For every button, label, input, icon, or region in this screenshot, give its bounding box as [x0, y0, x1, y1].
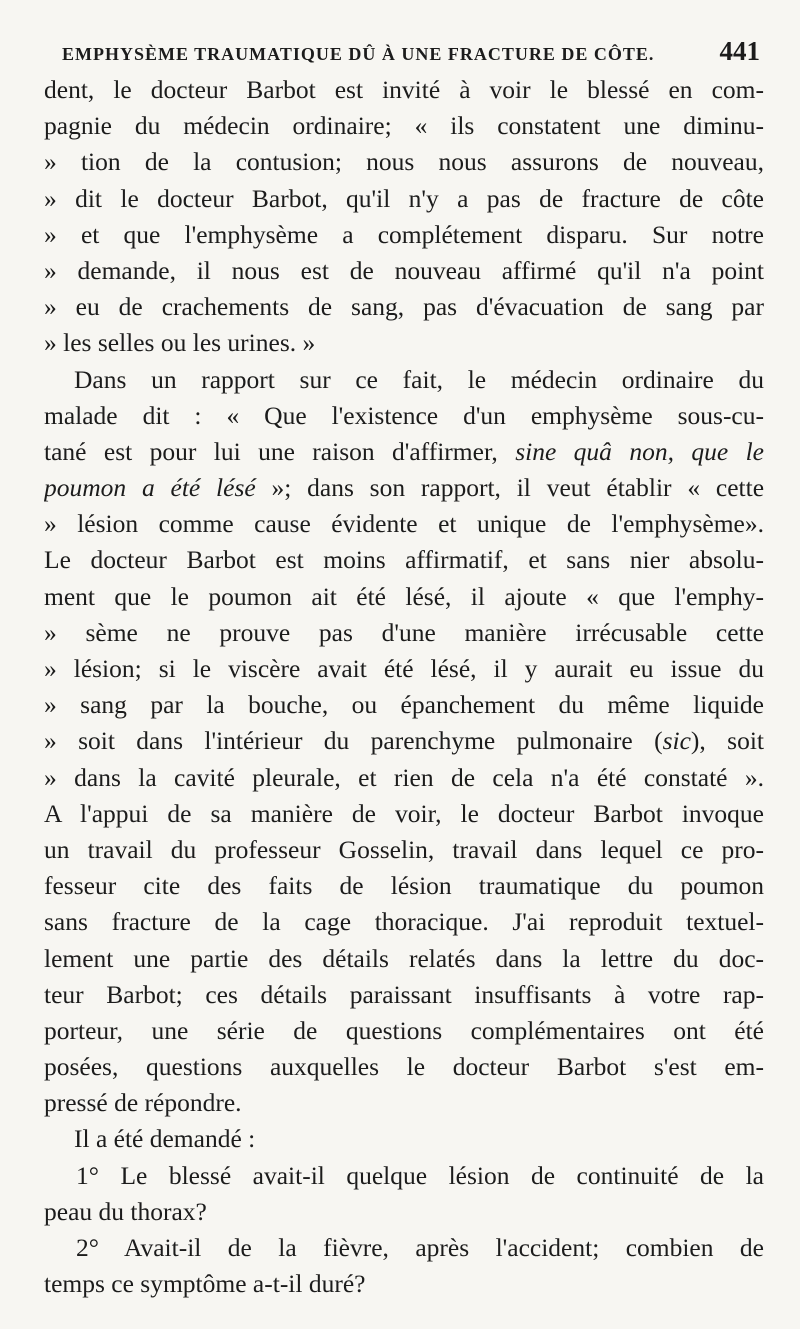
text-line: » lésion comme cause évidente et unique de l'emphysème». [44, 509, 764, 539]
text-line: » et que l'emphysème a complétement disparu. Sur notre [44, 219, 764, 249]
text-segment: ), soit [690, 726, 764, 756]
page-number: 441 [719, 36, 760, 66]
text-line: lement une partie des détails relatés dans la lettre du doc- [44, 943, 764, 973]
text-line: peau du thorax? [44, 1196, 207, 1226]
italic-phrase: sine quâ non, que le [515, 436, 764, 466]
running-title: EMPHYSÈME TRAUMATIQUE DÛ À UNE FRACTURE DE CÔTE. [62, 44, 655, 64]
text-line: pagnie du médecin ordinaire; « ils constatent une diminu- [44, 111, 764, 141]
text-line: teur Barbot; ces détails paraissant insuffisants à votre rap- [44, 979, 764, 1009]
text-line: dent, le docteur Barbot est invité à voir le blessé en com- [44, 75, 764, 104]
text-line-mixed [44, 470, 764, 506]
text-segment: »; dans son rapport, il veut établir « cette [271, 473, 764, 503]
text-line: pressé de répondre. [44, 1088, 242, 1118]
text-line: temps ce symptôme a-t-il duré? [44, 1269, 366, 1299]
question-line: 1° Le blessé avait-il quelque lésion de continuité de la [76, 1160, 764, 1190]
question-line: 2° Avait-il de la fièvre, après l'accident; combien de [76, 1233, 764, 1262]
body-text [44, 72, 764, 1302]
text-line: A l'appui de sa manière de voir, le docteur Barbot invoque [44, 798, 764, 828]
text-line: posées, questions auxquelles le docteur Barbot s'est em- [44, 1052, 764, 1082]
text-line: » sang par la bouche, ou épanchement du même liquide [44, 690, 764, 720]
text-segment: tané est pour lui une raison d'affirmer, [44, 436, 498, 466]
text-line: » dans la cavité pleurale, et rien de cela n'a été constaté ». [44, 762, 764, 792]
text-line-mixed [44, 434, 764, 470]
paragraph-first-line: Il a été demandé : [74, 1124, 256, 1154]
paragraph-first-line: Dans un rapport sur ce fait, le médecin ordinaire du [74, 364, 764, 394]
text-line: » eu de crachements de sang, pas d'évacuation de sang par [44, 292, 764, 322]
text-line: un travail du professeur Gosselin, travail dans lequel ce pro- [44, 834, 764, 864]
text-line: fesseur cite des faits de lésion traumatique du poumon [44, 871, 764, 901]
text-line: malade dit : « Que l'existence d'un emphysème sous-cu- [44, 400, 764, 430]
text-line: » dit le docteur Barbot, qu'il n'y a pas de fracture de côte [44, 183, 764, 213]
italic-word: sic [662, 726, 691, 756]
text-line: Le docteur Barbot est moins affirmatif, et sans nier absolu- [44, 545, 764, 575]
text-line: » demande, il nous est de nouveau affirmé qu'il n'a point [44, 255, 764, 285]
text-segment: » soit dans l'intérieur du parenchyme pulmonaire ( [44, 726, 663, 756]
text-line: » tion de la contusion; nous nous assurons de nouveau, [44, 147, 764, 177]
text-line: ment que le poumon ait été lésé, il ajoute « que l'emphy- [44, 581, 764, 611]
text-line: » lésion; si le viscère avait été lésé, il y aurait eu issue du [44, 654, 764, 683]
text-line: » sème ne prouve pas d'une manière irrécusable cette [44, 617, 764, 647]
text-line: porteur, une série de questions complémentaires ont été [44, 1015, 764, 1045]
text-line-mixed [44, 723, 764, 759]
text-line: » les selles ou les urines. » [44, 328, 316, 358]
page-header [62, 36, 760, 70]
text-line: sans fracture de la cage thoracique. J'ai reproduit textuel- [44, 907, 764, 937]
italic-phrase: poumon a été lésé [44, 473, 256, 503]
